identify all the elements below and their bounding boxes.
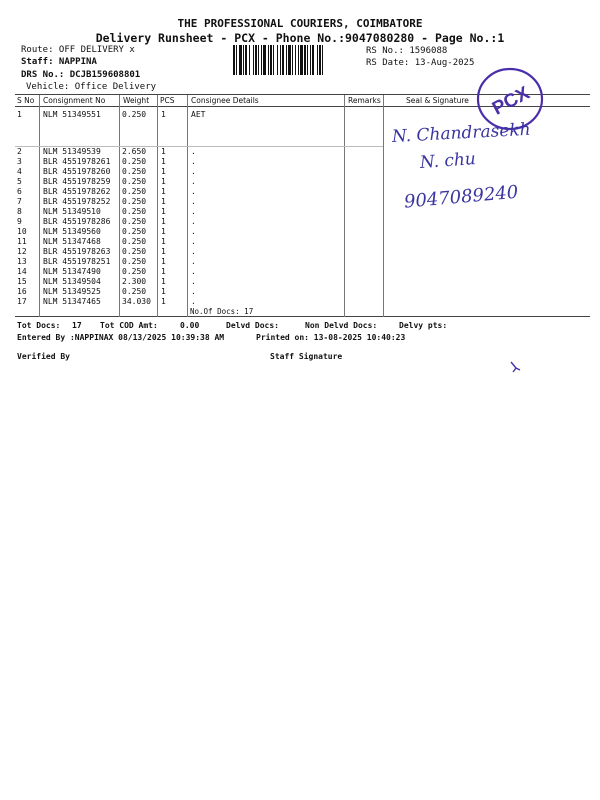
row-sno: 13	[17, 257, 27, 266]
row-pcs: 1	[161, 277, 166, 286]
barcode-bar	[255, 45, 257, 75]
header-seal-signature: Seal & Signature	[406, 96, 469, 105]
table-row	[0, 257, 600, 267]
header-consignee: Consignee Details	[191, 96, 259, 105]
row-sno: 10	[17, 227, 27, 236]
non-delvd-docs-label: Non Delvd Docs:	[305, 321, 378, 330]
barcode-bar	[236, 45, 237, 75]
row-consignment: NLM 51347465	[43, 297, 101, 306]
row-weight: 0.250	[122, 207, 147, 216]
row-consignment: NLM 51349504	[43, 277, 101, 286]
delvy-pts-label: Delvy pts:	[399, 321, 448, 330]
row-weight: 0.250	[122, 257, 147, 266]
row-sno: 9	[17, 217, 22, 226]
entered-by: Entered By :NAPPINAX 08/13/2025 10:39:38 AM	[17, 333, 225, 342]
header-pcs: PCS	[160, 96, 175, 105]
rs-date: RS Date: 13-Aug-2025	[366, 58, 475, 68]
row-weight: 0.250	[122, 167, 147, 176]
table-row	[0, 217, 600, 227]
row-pcs: 1	[161, 227, 166, 236]
row-sno: 6	[17, 187, 22, 196]
row-weight: 34.030	[122, 297, 151, 306]
row-weight: 0.250	[122, 227, 147, 236]
signature-line2: N. chu	[419, 149, 477, 173]
row-weight: 2.650	[122, 147, 147, 156]
row-weight: 0.250	[122, 267, 147, 276]
row-consignment: NLM 51349560	[43, 227, 101, 236]
handwritten-signature	[388, 116, 548, 216]
row-sno: 4	[17, 167, 22, 176]
header-remarks: Remarks	[348, 96, 381, 105]
row-weight: 0.250	[122, 247, 147, 256]
row-weight: 0.250	[122, 110, 147, 119]
barcode-bar	[273, 45, 274, 75]
row-sno: 1	[17, 110, 22, 119]
row-sno: 16	[17, 287, 27, 296]
tot-cod-value: 0.00	[180, 321, 200, 330]
row-consignee: .	[191, 297, 196, 306]
row-consignee: .	[191, 207, 196, 216]
header-weight: Weight	[123, 96, 150, 105]
barcode-bar	[322, 45, 323, 75]
row-weight: 0.250	[122, 187, 147, 196]
row-pcs: 1	[161, 257, 166, 266]
row-sno: 3	[17, 157, 22, 166]
row-weight: 0.250	[122, 197, 147, 206]
row-consignment: NLM 51349539	[43, 147, 101, 156]
table-row	[0, 287, 600, 297]
row-consignment: BLR 4551978259	[43, 177, 111, 186]
row-consignee: AET	[191, 110, 206, 119]
row-consignment: BLR 4551978262	[43, 187, 111, 196]
barcode-bar	[243, 45, 244, 75]
row-pcs: 1	[161, 197, 166, 206]
table-row	[0, 247, 600, 257]
row-pcs: 1	[161, 157, 166, 166]
header-sno: S No	[17, 96, 35, 105]
drs-number: DRS No.: DCJB159608801	[21, 70, 141, 80]
barcode-bar	[286, 45, 287, 75]
row-sno: 12	[17, 247, 27, 256]
row-consignee: .	[191, 147, 196, 156]
barcode-bar	[304, 45, 306, 75]
signature-name: N. Chandrasekh	[391, 119, 532, 147]
row-pcs: 1	[161, 147, 166, 156]
row-sno: 14	[17, 267, 27, 276]
row-weight: 2.300	[122, 277, 147, 286]
row-consignee: .	[191, 247, 196, 256]
row-pcs: 1	[161, 287, 166, 296]
row-consignment: NLM 51349551	[43, 110, 101, 119]
barcode-bar	[292, 45, 293, 75]
barcode	[233, 45, 359, 75]
barcode-bar	[317, 45, 318, 75]
barcode-bar	[270, 45, 272, 75]
barcode-bar	[253, 45, 254, 75]
runsheet-title: Delivery Runsheet - PCX - Phone No.:9047080280 - Page No.:1	[95, 31, 505, 45]
table-row	[0, 277, 600, 287]
barcode-bar	[319, 45, 321, 75]
no-of-docs: No.Of Docs: 17	[190, 307, 254, 316]
row-consignee: .	[191, 197, 196, 206]
barcode-bar	[295, 45, 296, 75]
table-bottom-rule	[15, 316, 590, 317]
row-consignee: .	[191, 167, 196, 176]
row-consignment: BLR 4551978260	[43, 167, 111, 176]
row-consignee: .	[191, 267, 196, 276]
barcode-bar	[282, 45, 284, 75]
signature-phone: 9047089240	[403, 181, 520, 213]
row-consignment: BLR 4551978261	[43, 157, 111, 166]
row-consignee: .	[191, 177, 196, 186]
row-consignment: NLM 51349510	[43, 207, 101, 216]
barcode-bar	[239, 45, 242, 75]
barcode-bar	[307, 45, 308, 75]
barcode-bar	[258, 45, 259, 75]
row-pcs: 1	[161, 187, 166, 196]
row-consignment: NLM 51347490	[43, 267, 101, 276]
barcode-bar	[261, 45, 262, 75]
row-weight: 0.250	[122, 237, 147, 246]
header-consignment: Consignment No	[43, 96, 106, 105]
row-consignee: .	[191, 237, 196, 246]
row-sno: 15	[17, 277, 27, 286]
row-consignment: BLR 4551978252	[43, 197, 111, 206]
table-row	[0, 237, 600, 247]
barcode-bar	[233, 45, 235, 75]
row-weight: 0.250	[122, 177, 147, 186]
row-sno: 7	[17, 197, 22, 206]
table-row	[0, 227, 600, 237]
row-consignment: BLR 4551978251	[43, 257, 111, 266]
rs-number: RS No.: 1596088	[366, 46, 448, 56]
row-pcs: 1	[161, 247, 166, 256]
row-weight: 0.250	[122, 217, 147, 226]
barcode-bar	[298, 45, 299, 75]
tot-docs-value: 17	[72, 321, 82, 330]
row-consignee: .	[191, 187, 196, 196]
row-consignee: .	[191, 257, 196, 266]
barcode-bar	[300, 45, 303, 75]
row-sno: 5	[17, 177, 22, 186]
row-sno: 2	[17, 147, 22, 156]
barcode-bar	[277, 45, 278, 75]
row-consignment: NLM 51349525	[43, 287, 101, 296]
row-pcs: 1	[161, 297, 166, 306]
ink-mark	[508, 360, 522, 374]
row-pcs: 1	[161, 237, 166, 246]
row-weight: 0.250	[122, 287, 147, 296]
route-label: Route: OFF DELIVERY x	[21, 45, 135, 55]
staff-signature-label: Staff Signature	[270, 352, 343, 361]
barcode-bar	[263, 45, 266, 75]
tot-cod-label: Tot COD Amt:	[100, 321, 158, 330]
barcode-bar	[288, 45, 291, 75]
row-consignee: .	[191, 217, 196, 226]
row-pcs: 1	[161, 217, 166, 226]
table-row	[0, 267, 600, 277]
barcode-bar	[245, 45, 247, 75]
printed-on: Printed on: 13-08-2025 10:40:23	[256, 333, 406, 342]
delvd-docs-label: Delvd Docs:	[226, 321, 279, 330]
row-sno: 17	[17, 297, 27, 306]
row-consignee: .	[191, 277, 196, 286]
company-name: THE PROFESSIONAL COURIERS, COIMBATORE	[177, 17, 423, 30]
barcode-bar	[268, 45, 269, 75]
row-pcs: 1	[161, 177, 166, 186]
barcode-bar	[312, 45, 314, 75]
barcode-bar	[249, 45, 250, 75]
tot-docs-label: Tot Docs:	[17, 321, 61, 330]
row-sno: 11	[17, 237, 27, 246]
table-row	[0, 297, 600, 307]
barcode-bar	[310, 45, 311, 75]
row-consignee: .	[191, 227, 196, 236]
vehicle-label: Vehicle: Office Delivery	[26, 82, 157, 92]
verified-by-label: Verified By	[17, 352, 70, 361]
row-consignment: BLR 4551978263	[43, 247, 111, 256]
row-consignee: .	[191, 157, 196, 166]
row-pcs: 1	[161, 110, 166, 119]
row-pcs: 1	[161, 267, 166, 276]
stamp-text: PCX	[488, 82, 534, 120]
row-sno: 8	[17, 207, 22, 216]
row-pcs: 1	[161, 167, 166, 176]
row-consignee: .	[191, 287, 196, 296]
row-consignment: BLR 4551978286	[43, 217, 111, 226]
row-weight: 0.250	[122, 157, 147, 166]
staff-label: Staff: NAPPINA	[21, 57, 97, 67]
row-pcs: 1	[161, 207, 166, 216]
row-consignment: NLM 51347468	[43, 237, 101, 246]
barcode-bar	[280, 45, 281, 75]
